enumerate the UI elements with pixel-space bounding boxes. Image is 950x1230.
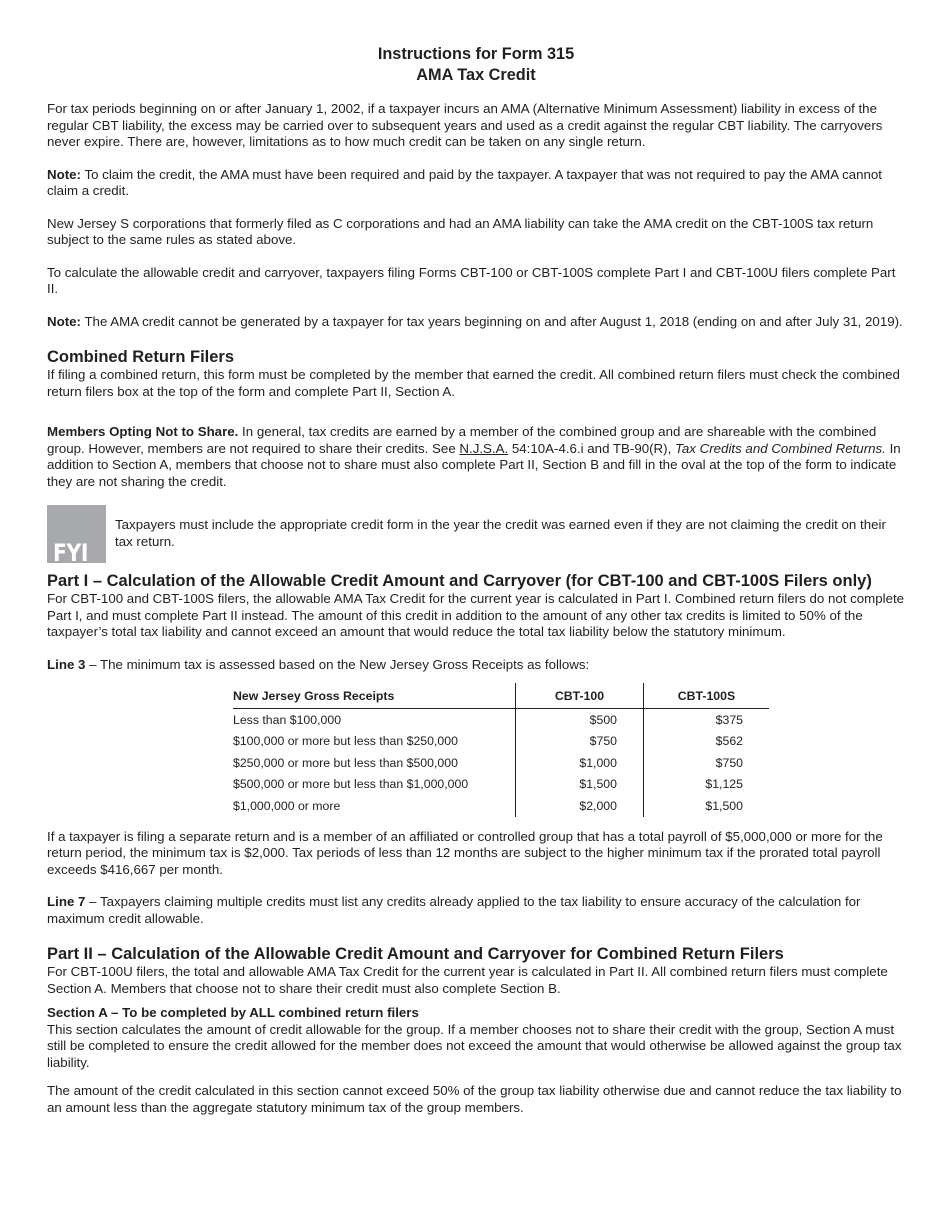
line3-text: – The minimum tax is assessed based on the New Jersey Gross Receipts as follows:: [85, 656, 590, 672]
combined-return-heading: Combined Return Filers: [47, 348, 235, 366]
members-text: In general, tax credits are earned by a member of the combined group and are shareable with the combined group. However, members are not required to share their credits. See: [47, 424, 877, 456]
part2-paragraph: For CBT-100U filers, the total and allowable AMA Tax Credit for the current year is calculated in Part II. All combined return filers must complete Section A. Members that choose not to share their credit must also complete Section B.: [47, 964, 888, 996]
gross-receipts-cell: $500,000 or more but less than $1,000,000: [233, 777, 469, 791]
members-text: 54:10A-4.6.i and TB-90(R),: [508, 440, 675, 456]
part1-paragraph: For CBT-100 and CBT-100S filers, the allowable AMA Tax Credit for the current year is calculated in Part I. Combined return filers do not complete Part I, and must complete Part II instead. The amount of this credit in addition to the amount of any other tax credits is limited to 50% of the taxpayer’s total tax liability and cannot exceed an amount that would reduce the total tax liability below the statutory minimum.: [47, 591, 905, 639]
gross-receipts-cell: $100,000 or more but less than $250,000: [233, 734, 458, 748]
intro-paragraph: For tax periods beginning on or after January 1, 2002, if a taxpayer incurs an AMA (Alternative Minimum Assessment) liability in excess of the regular CBT liability, the excess may be carried over to subsequent years and used as a credit against the regular CBT liability. The carryovers never expire. There are, however, limitations as to how much credit can be taken on any single return.: [47, 101, 883, 149]
members-text: In addition to Section A, members that choose not to share must also complete Part II, Section B and fill in the oval at the top of the form to indicate they are not sharing the credit.: [47, 440, 901, 489]
table-row: [233, 752, 769, 774]
note-text: The AMA credit cannot be generated by a taxpayer for tax years beginning on and after August 1, 2018 (ending on and after July 31, 2019).: [80, 313, 903, 329]
gross-receipts-cell: $250,000 or more but less than $500,000: [233, 755, 458, 770]
line7-text: – Taxpayers claiming multiple credits must list any credits already applied to the tax liability to ensure accuracy of the calculation for maximum credit allowable.: [47, 894, 861, 926]
title-line-2: AMA Tax Credit: [416, 66, 536, 84]
line3-label: Line 3: [47, 656, 86, 672]
header-cbt100: CBT-100: [516, 683, 644, 709]
members-opting-paragraph: [47, 424, 905, 490]
page-title: [47, 44, 905, 86]
section-a-paragraph-2: The amount of the credit calculated in this section cannot exceed 50% of the group tax liability otherwise due and cannot reduce the tax liability to an amount less than the aggregate statutory minimum tax of the group members.: [47, 1083, 902, 1115]
affiliated-group-paragraph: If a taxpayer is filing a separate return and is a member of an affiliated or controlled group that has a total payroll of $5,000,000 or more for the return period, the minimum tax is $2,000. Tax periods of less than 12 months are subject to the higher minimum tax if the prorated total payroll exceeds $416,667 per month.: [47, 828, 883, 877]
gross-receipts-cell: $1,000,000 or more: [233, 798, 341, 813]
cbt100-cell: $1,000: [516, 752, 644, 774]
fyi-callout: [47, 505, 905, 567]
members-label: Members Opting Not to Share.: [47, 424, 239, 439]
table-row: [233, 774, 769, 796]
table-header-row: [233, 683, 769, 709]
note-label: Note:: [47, 313, 81, 329]
combined-return-paragraph: If filing a combined return, this form must be completed by the member that earned the credit. All combined return filers must check the combined return filers box at the top of the form and complete Part II, Section A.: [47, 367, 900, 399]
cbt100s-cell: $1,500: [644, 795, 770, 817]
cbt100s-cell: $375: [644, 709, 770, 731]
cbt100-cell: $1,500: [516, 774, 644, 796]
header-gross-receipts: New Jersey Gross Receipts: [233, 683, 516, 709]
note-text: To claim the credit, the AMA must have been required and paid by the taxpayer. A taxpayer that was not required to pay the AMA cannot claim a credit.: [47, 166, 882, 198]
table-row: [233, 795, 769, 817]
njsa-link[interactable]: N.J.S.A.: [459, 440, 509, 456]
part1-heading: Part I – Calculation of the Allowable Credit Amount and Carryover (for CBT-100 and CBT-100S Filers only): [47, 572, 872, 590]
section-a-heading: Section A – To be completed by ALL combined return filers: [47, 1005, 419, 1020]
line7-paragraph: [47, 894, 905, 927]
section-a-paragraph-1: This section calculates the amount of credit allowable for the group. If a member chooses not to share their credit with the group, Section A must still be completed to ensure the credit allowed for the member does not exceed the amount that would otherwise be allowed against the group tax liability.: [47, 1021, 902, 1070]
tb90-title: Tax Credits and Combined Returns.: [674, 440, 886, 456]
calculate-paragraph: To calculate the allowable credit and carryover, taxpayers filing Forms CBT-100 or CBT-100S complete Part I and CBT-100U filers complete Part II.: [47, 264, 896, 296]
s-corp-paragraph: New Jersey S corporations that formerly filed as C corporations and had an AMA liability can take the AMA credit on the CBT-100S tax return subject to the same rules as stated above.: [47, 215, 874, 247]
minimum-tax-table: [233, 683, 769, 817]
fyi-badge-text: FYI: [53, 538, 89, 567]
line3-paragraph: [47, 657, 905, 674]
part2-heading: Part II – Calculation of the Allowable Credit Amount and Carryover for Combined Return Filers: [47, 945, 784, 963]
line7-label: Line 7: [47, 894, 86, 909]
cbt100s-cell: $562: [644, 731, 770, 753]
title-line-1: Instructions for Form 315: [377, 45, 575, 63]
gross-receipts-cell: Less than $100,000: [233, 712, 342, 727]
instructions-page: [47, 44, 905, 1116]
table-row: [233, 731, 769, 753]
table-row: [233, 709, 769, 731]
cbt100-cell: $500: [516, 709, 644, 731]
cbt100-cell: $2,000: [516, 795, 644, 817]
note-label: Note:: [47, 166, 81, 182]
cbt100s-cell: $1,125: [644, 774, 770, 796]
fyi-text: Taxpayers must include the appropriate credit form in the year the credit was earned even if they are not claiming the credit on their tax return.: [115, 517, 886, 549]
note-claim-credit: [47, 167, 905, 200]
cbt100-cell: $750: [516, 731, 644, 753]
header-cbt100s: CBT-100S: [644, 683, 770, 709]
note-generation: [47, 314, 905, 331]
cbt100s-cell: $750: [644, 752, 770, 774]
fyi-icon: [47, 505, 106, 567]
